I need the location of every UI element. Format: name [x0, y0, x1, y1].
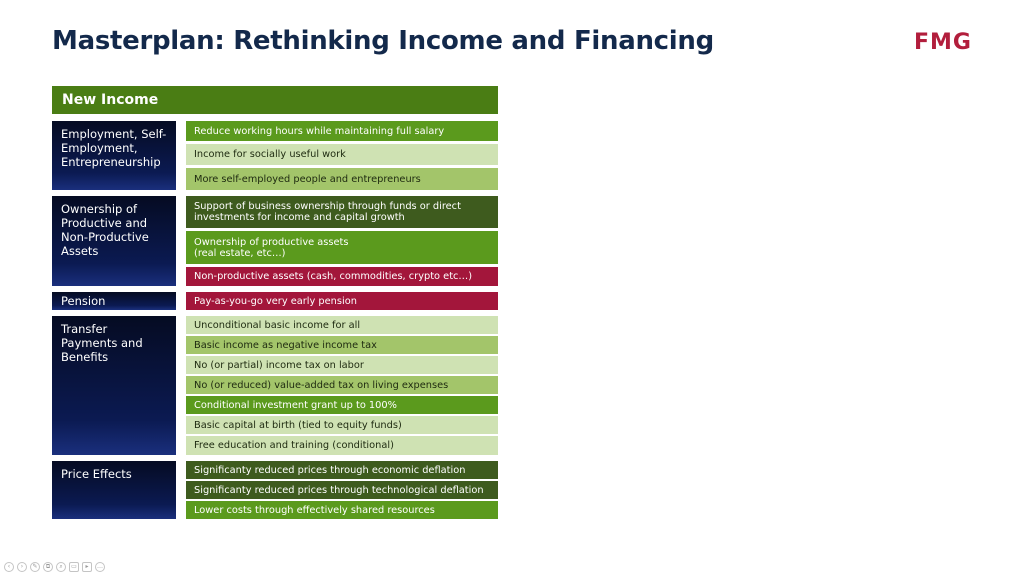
- next-icon[interactable]: ›: [17, 562, 27, 572]
- category-label: Employment, Self-Employment, Entrepreneurship: [61, 127, 167, 169]
- list-item: Non-productive assets (cash, commodities, crypto etc…): [186, 267, 498, 286]
- category-label: Ownership of Productive and Non-Productive Assets: [61, 202, 149, 258]
- list-item: Free education and training (conditional): [186, 436, 498, 455]
- page-title: Masterplan: Rethinking Income and Financing: [52, 26, 714, 56]
- list-item: No (or reduced) value-added tax on living expenses: [186, 376, 498, 394]
- category-ownership: [52, 196, 176, 286]
- list-item: Support of business ownership through funds or direct investments for income and capital growth: [186, 196, 498, 228]
- copy-icon[interactable]: ⧉: [43, 562, 53, 572]
- list-item: Significanty reduced prices through technological deflation: [186, 481, 498, 499]
- list-item: Ownership of productive assets (real estate, etc…): [186, 231, 498, 264]
- list-item: No (or partial) income tax on labor: [186, 356, 498, 374]
- list-item: Basic income as negative income tax: [186, 336, 498, 354]
- list-item: Lower costs through effectively shared resources: [186, 501, 498, 519]
- category-price-effects: [52, 461, 176, 519]
- list-item: Pay-as-you-go very early pension: [186, 292, 498, 310]
- zoom-icon[interactable]: ⌕: [56, 562, 66, 572]
- fmg-logo: FMG: [914, 30, 972, 55]
- list-item: Income for socially useful work: [186, 144, 498, 165]
- category-label: Transfer Payments and Benefits: [61, 322, 143, 364]
- category-label: Pension: [61, 294, 106, 308]
- list-item: Basic capital at birth (tied to equity funds): [186, 416, 498, 434]
- pen-icon[interactable]: ✎: [30, 562, 40, 572]
- subtitles-icon[interactable]: ▭: [69, 562, 79, 572]
- list-item: Conditional investment grant up to 100%: [186, 396, 498, 414]
- category-employment: [52, 121, 176, 190]
- list-item: Significanty reduced prices through economic deflation: [186, 461, 498, 479]
- category-label: Price Effects: [61, 467, 132, 481]
- section-header-new-income: New Income: [52, 86, 498, 114]
- presentation-toolbar: [4, 562, 105, 572]
- camera-icon[interactable]: ▸: [82, 562, 92, 572]
- category-transfer-payments: [52, 316, 176, 455]
- category-pension: [52, 292, 176, 310]
- more-icon[interactable]: …: [97, 563, 103, 570]
- list-item: More self-employed people and entrepreneurs: [186, 168, 498, 190]
- list-item: Reduce working hours while maintaining full salary: [186, 121, 498, 141]
- list-item: Unconditional basic income for all: [186, 316, 498, 334]
- prev-icon[interactable]: ‹: [4, 562, 14, 572]
